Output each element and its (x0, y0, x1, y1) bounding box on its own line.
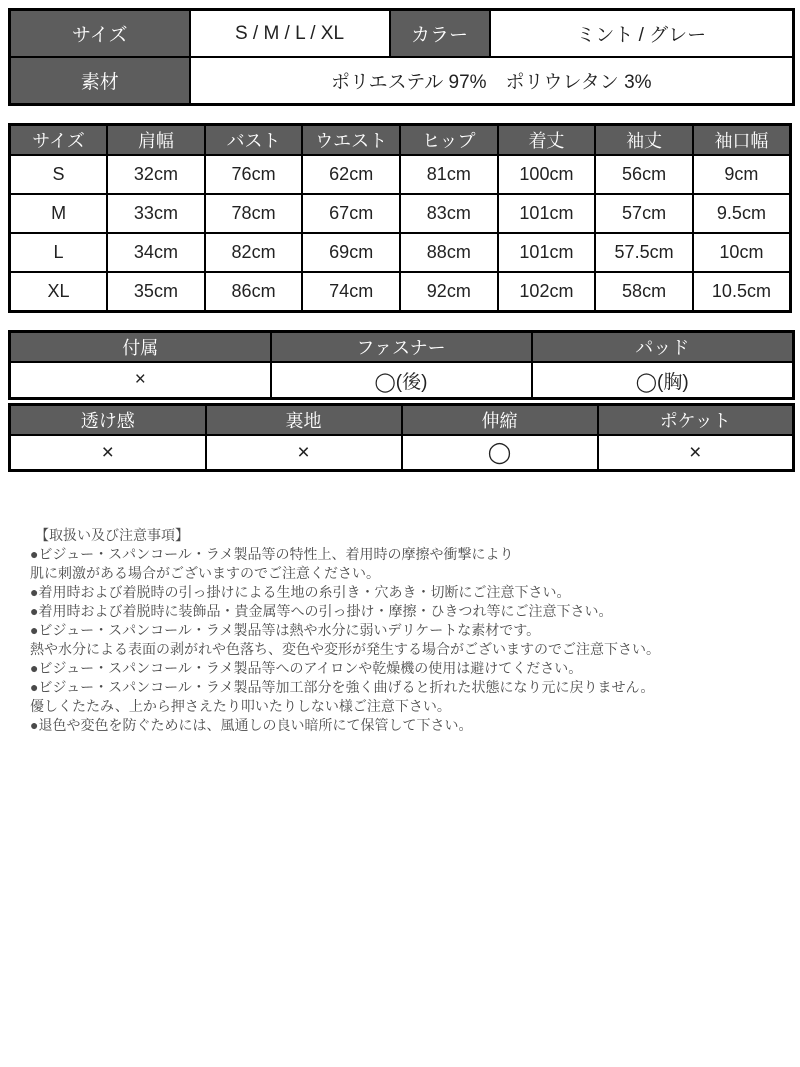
table-row (10, 435, 794, 471)
cell-length: 102cm (498, 272, 596, 312)
care-note-line: ●着用時および着脱時に装飾品・貴金属等への引っ掛け・摩擦・ひきつれ等にご注意下さい。 (30, 603, 613, 619)
care-note-line: ●ビジュー・スパンコール・ラメ製品等は熱や水分に弱いデリケートな素材です。 (30, 622, 541, 638)
care-note-line: ●着用時および着脱時の引っ掛けによる生地の糸引き・穴あき・切断にご注意下さい。 (30, 584, 571, 600)
cell-length: 101cm (498, 194, 596, 233)
accessory-value: × (10, 362, 271, 399)
col-header-bust: バスト (205, 125, 303, 156)
cell-size: S (10, 155, 108, 194)
col-header-size: サイズ (10, 125, 108, 156)
col-header-shoulder: 肩幅 (107, 125, 205, 156)
table-header-row (10, 125, 791, 156)
size-label: サイズ (10, 10, 190, 58)
care-note-line: ●ビジュー・スパンコール・ラメ製品等へのアイロンや乾燥機の使用は避けてください。 (30, 660, 583, 676)
col-header-waist: ウエスト (302, 125, 400, 156)
care-note-line: ●ビジュー・スパンコール・ラメ製品等加工部分を強く曲げると折れた状態になり元に戻りません。 (30, 679, 655, 695)
size-value: S / M / L / XL (190, 10, 390, 58)
pocket-value: × (598, 435, 794, 471)
col-header-fastener: ファスナー (271, 332, 532, 363)
cell-size: L (10, 233, 108, 272)
features-table-1 (8, 330, 795, 400)
care-note-line: 熱や水分による表面の剥がれや色落ち、変色や変形が発生する場合がございますのでご注意下さい。 (30, 641, 660, 657)
features-table-2 (8, 403, 795, 472)
sheerness-value: × (10, 435, 206, 471)
color-label: カラー (390, 10, 490, 58)
color-value: ミント / グレー (490, 10, 794, 58)
pad-value: ◯(胸) (532, 362, 794, 399)
material-label: 素材 (10, 57, 190, 105)
table-header-row (10, 405, 794, 436)
lining-value: × (206, 435, 402, 471)
material-value: ポリエステル 97% ポリウレタン 3% (190, 57, 794, 105)
cell-length: 100cm (498, 155, 596, 194)
cell-size: XL (10, 272, 108, 312)
table-row (10, 233, 791, 272)
cell-cuff: 9.5cm (693, 194, 791, 233)
col-header-sleeve: 袖丈 (595, 125, 693, 156)
cell-cuff: 9cm (693, 155, 791, 194)
cell-sleeve: 57cm (595, 194, 693, 233)
cell-waist: 69cm (302, 233, 400, 272)
col-header-pad: パッド (532, 332, 794, 363)
cell-waist: 62cm (302, 155, 400, 194)
cell-length: 101cm (498, 233, 596, 272)
size-measurement-table (8, 123, 792, 313)
col-header-accessory: 付属 (10, 332, 271, 363)
product-info-table (8, 8, 795, 106)
care-note-line: 優しくたたみ、上から押さえたり叩いたりしない様ご注意下さい。 (30, 698, 451, 714)
col-header-length: 着丈 (498, 125, 596, 156)
cell-hip: 81cm (400, 155, 498, 194)
cell-bust: 82cm (205, 233, 303, 272)
fastener-value: ◯(後) (271, 362, 532, 399)
cell-bust: 86cm (205, 272, 303, 312)
care-note-line: 肌に刺激がある場合がございますのでご注意ください。 (30, 565, 380, 581)
cell-hip: 88cm (400, 233, 498, 272)
col-header-stretch: 伸縮 (402, 405, 598, 436)
col-header-lining: 裏地 (206, 405, 402, 436)
col-header-pocket: ポケット (598, 405, 794, 436)
stretch-value: ◯ (402, 435, 598, 471)
cell-waist: 74cm (302, 272, 400, 312)
table-row (10, 272, 791, 312)
cell-bust: 78cm (205, 194, 303, 233)
care-note-line: ●ビジュー・スパンコール・ラメ製品等の特性上、着用時の摩擦や衝撃により (30, 546, 514, 562)
table-row (10, 10, 794, 58)
care-notes-title: 【取扱い及び注意事項】 (35, 527, 189, 543)
cell-size: M (10, 194, 108, 233)
care-notes (30, 526, 780, 735)
cell-sleeve: 57.5cm (595, 233, 693, 272)
care-note-line: ●退色や変色を防ぐためには、風通しの良い暗所にて保管して下さい。 (30, 717, 473, 733)
table-header-row (10, 332, 794, 363)
col-header-sheerness: 透け感 (10, 405, 206, 436)
table-row (10, 57, 794, 105)
cell-sleeve: 56cm (595, 155, 693, 194)
cell-cuff: 10.5cm (693, 272, 791, 312)
table-row (10, 362, 794, 399)
cell-hip: 83cm (400, 194, 498, 233)
cell-shoulder: 32cm (107, 155, 205, 194)
cell-waist: 67cm (302, 194, 400, 233)
table-row (10, 155, 791, 194)
cell-shoulder: 34cm (107, 233, 205, 272)
col-header-hip: ヒップ (400, 125, 498, 156)
table-row (10, 194, 791, 233)
col-header-cuff: 袖口幅 (693, 125, 791, 156)
cell-sleeve: 58cm (595, 272, 693, 312)
cell-hip: 92cm (400, 272, 498, 312)
cell-shoulder: 35cm (107, 272, 205, 312)
cell-shoulder: 33cm (107, 194, 205, 233)
cell-bust: 76cm (205, 155, 303, 194)
cell-cuff: 10cm (693, 233, 791, 272)
